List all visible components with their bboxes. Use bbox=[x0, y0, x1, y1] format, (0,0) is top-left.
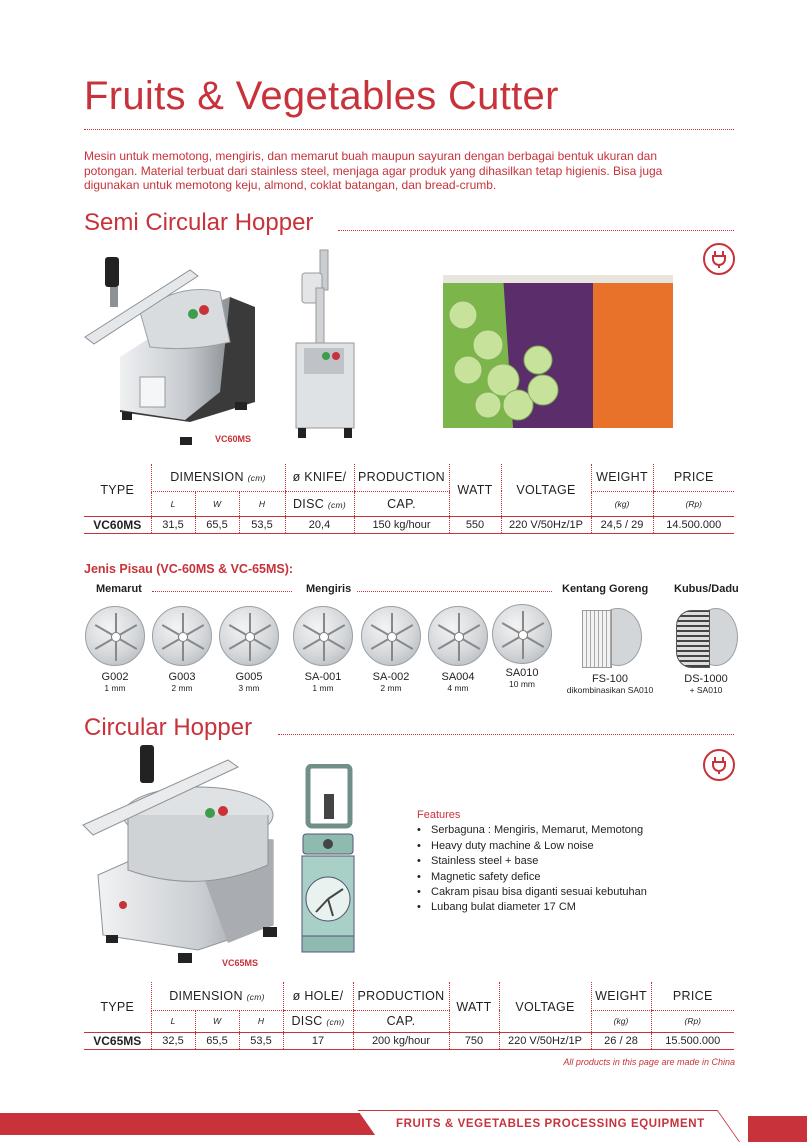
disc-slot bbox=[323, 613, 325, 633]
header-w: W bbox=[195, 491, 239, 516]
disc-slot bbox=[502, 622, 520, 634]
vc60ms-machine-image bbox=[80, 252, 260, 447]
disc-slot bbox=[186, 638, 204, 650]
feature-item: • Heavy duty machine & Low noise bbox=[417, 839, 647, 854]
disc-slot bbox=[526, 636, 544, 648]
cell-w: 65,5 bbox=[195, 516, 239, 533]
disc-slot bbox=[371, 638, 389, 650]
disc-slot bbox=[522, 639, 524, 659]
blade-code: FS-100 bbox=[591, 673, 629, 685]
cell-price: 15.500.000 bbox=[651, 1032, 734, 1049]
cell-h: 53,5 bbox=[239, 1032, 283, 1049]
disc-slot bbox=[458, 641, 460, 661]
vc65ms-caption: VC65MS bbox=[222, 958, 259, 968]
disc-slot bbox=[253, 638, 271, 650]
made-in-note: All products in this page are made in China bbox=[563, 1057, 735, 1067]
cell-voltage: 220 V/50Hz/1P bbox=[499, 1032, 591, 1049]
cell-l: 31,5 bbox=[151, 516, 195, 533]
cell-weight: 26 / 28 bbox=[591, 1032, 651, 1049]
features-title: Features bbox=[417, 809, 461, 821]
blade-code: DS-1000 bbox=[684, 673, 728, 685]
vc60ms-caption: VC60MS bbox=[215, 434, 252, 444]
footer-bar bbox=[0, 1113, 390, 1135]
disc-slot bbox=[95, 624, 113, 636]
header-weight-unit: (kg) bbox=[591, 491, 653, 516]
fries-disc-icon bbox=[578, 606, 642, 668]
header-price: PRICE bbox=[651, 982, 734, 1010]
blade-item bbox=[218, 606, 280, 693]
disc-slot bbox=[186, 624, 204, 636]
cell-production: 200 kg/hour bbox=[353, 1032, 449, 1049]
blade-size: 2 mm bbox=[171, 683, 193, 693]
header-price: PRICE bbox=[653, 464, 734, 491]
header-weight-unit: (kg) bbox=[591, 1010, 651, 1032]
cell-weight: 24,5 / 29 bbox=[591, 516, 653, 533]
header-price-unit: (Rp) bbox=[651, 1010, 734, 1032]
slicing-disc-icon bbox=[293, 606, 353, 666]
blade-code: G005 bbox=[235, 671, 263, 683]
feature-item: • Stainless steel + base bbox=[417, 854, 647, 869]
blade-code: SA010 bbox=[505, 667, 539, 679]
table-row bbox=[84, 1032, 734, 1049]
title-divider bbox=[84, 129, 734, 130]
vc60ms-side-image bbox=[290, 248, 365, 440]
blade-code: SA-001 bbox=[304, 671, 342, 683]
blade-item bbox=[674, 606, 738, 695]
group-divider bbox=[152, 591, 292, 592]
vegetable-display-photo bbox=[443, 275, 673, 428]
intro-text: Mesin untuk memotong, mengiris, dan memarut buah maupun sayuran dengan berbagai bentuk ukuran dan potongan. Material terbuat dari stainless steel, menjaga agar produk yang dihasilkan tetap higienis. Bisa juga digunakan untuk memotong keju, almond, coklat batangan, dan bread-crumb. bbox=[84, 149, 663, 192]
disc-slot bbox=[229, 624, 247, 636]
section-divider bbox=[338, 230, 734, 231]
feature-item: • Cakram pisau bisa diganti sesuai kebutuhan bbox=[417, 885, 647, 900]
blade-size: 10 mm bbox=[509, 679, 535, 689]
header-dimension: DIMENSION (cm) bbox=[151, 982, 283, 1010]
cell-price: 14.500.000 bbox=[653, 516, 734, 533]
blade-item bbox=[360, 606, 422, 693]
disc-slot bbox=[249, 641, 251, 661]
cell-type: VC65MS bbox=[84, 1032, 151, 1049]
cell-disc: 20,4 bbox=[285, 516, 354, 533]
electric-plug-icon bbox=[703, 749, 735, 781]
blades-title: Jenis Pisau (VC-60MS & VC-65MS): bbox=[84, 562, 294, 576]
vc65ms-machine-image bbox=[78, 745, 288, 970]
header-disc: DISC (cm) bbox=[283, 1010, 353, 1032]
blade-code: SA004 bbox=[441, 671, 475, 683]
disc-slot bbox=[162, 624, 180, 636]
disc-slot bbox=[253, 624, 271, 636]
cell-watt: 550 bbox=[449, 516, 501, 533]
header-voltage: VOLTAGE bbox=[501, 464, 591, 516]
cell-watt: 750 bbox=[449, 1032, 499, 1049]
disc-slot bbox=[391, 641, 393, 661]
blade-item bbox=[84, 606, 146, 693]
vc65ms-parts-image bbox=[298, 764, 358, 954]
disc-slot bbox=[229, 638, 247, 650]
blade-code: SA-002 bbox=[372, 671, 410, 683]
disc-slot bbox=[391, 613, 393, 633]
slicing-disc-icon bbox=[428, 606, 488, 666]
disc-slot bbox=[95, 638, 113, 650]
disc-slot bbox=[327, 624, 345, 636]
header-h: H bbox=[239, 1010, 283, 1032]
cell-l: 32,5 bbox=[151, 1032, 195, 1049]
slicing-disc-icon bbox=[361, 606, 421, 666]
disc-slot bbox=[438, 624, 456, 636]
header-voltage: VOLTAGE bbox=[499, 982, 591, 1032]
disc-slot bbox=[327, 638, 345, 650]
cell-disc: 17 bbox=[283, 1032, 353, 1049]
blade-size: dikombinasikan SA010 bbox=[566, 685, 654, 695]
header-price-unit: (Rp) bbox=[653, 491, 734, 516]
header-type: TYPE bbox=[100, 999, 135, 1014]
cell-w: 65,5 bbox=[195, 1032, 239, 1049]
blade-item bbox=[491, 604, 553, 689]
disc-slot bbox=[115, 641, 117, 661]
section-title-semi-circular: Semi Circular Hopper bbox=[84, 209, 314, 236]
spec-table-vc65ms bbox=[84, 982, 734, 1050]
blade-size: 4 mm bbox=[447, 683, 469, 693]
disc-slot bbox=[395, 624, 413, 636]
header-weight: WEIGHT bbox=[591, 982, 651, 1010]
disc-slot bbox=[303, 624, 321, 636]
group-mengiris: Mengiris bbox=[306, 583, 352, 595]
slicing-disc-icon bbox=[492, 604, 552, 664]
cell-h: 53,5 bbox=[239, 516, 285, 533]
header-watt: WATT bbox=[449, 464, 501, 516]
disc-slot bbox=[119, 638, 137, 650]
blade-code: G003 bbox=[168, 671, 196, 683]
group-kentang: Kentang Goreng bbox=[562, 583, 649, 595]
blade-size: 3 mm bbox=[238, 683, 260, 693]
header-dimension: DIMENSION (cm) bbox=[151, 464, 285, 491]
header-hole: ø HOLE/ bbox=[283, 982, 353, 1010]
disc-slot bbox=[115, 613, 117, 633]
grating-disc-icon bbox=[152, 606, 212, 666]
grating-disc-icon bbox=[219, 606, 279, 666]
disc-slot bbox=[119, 624, 137, 636]
cell-voltage: 220 V/50Hz/1P bbox=[501, 516, 591, 533]
header-h: H bbox=[239, 491, 285, 516]
dicing-disc-icon bbox=[674, 606, 738, 668]
disc-slot bbox=[303, 638, 321, 650]
disc-slot bbox=[371, 624, 389, 636]
disc-slot bbox=[522, 611, 524, 631]
group-memarut: Memarut bbox=[96, 583, 142, 595]
disc-slot bbox=[162, 638, 180, 650]
disc-slot bbox=[458, 613, 460, 633]
spec-table-vc60ms bbox=[84, 464, 734, 534]
disc-slot bbox=[395, 638, 413, 650]
cell-production: 150 kg/hour bbox=[354, 516, 449, 533]
header-production: PRODUCTION bbox=[353, 982, 449, 1010]
blade-item bbox=[427, 606, 489, 693]
group-divider bbox=[357, 591, 552, 592]
group-kubus: Kubus/Dadu bbox=[674, 583, 739, 595]
blade-size: 1 mm bbox=[312, 683, 334, 693]
blade-code: G002 bbox=[101, 671, 129, 683]
feature-item: • Lubang bulat diameter 17 CM bbox=[417, 900, 647, 915]
blade-size: 2 mm bbox=[380, 683, 402, 693]
disc-slot bbox=[249, 613, 251, 633]
header-l: L bbox=[151, 491, 195, 516]
blade-item bbox=[151, 606, 213, 693]
disc-slot bbox=[182, 613, 184, 633]
header-weight: WEIGHT bbox=[591, 464, 653, 491]
feature-item: • Serbaguna : Mengiris, Memarut, Memotong bbox=[417, 823, 647, 838]
feature-item: • Magnetic safety defice bbox=[417, 870, 647, 885]
header-watt: WATT bbox=[449, 982, 499, 1032]
blade-size: + SA010 bbox=[689, 685, 723, 695]
blade-size: 1 mm bbox=[104, 683, 126, 693]
header-cap: CAP. bbox=[353, 1010, 449, 1032]
footer-text: FRUITS & VEGETABLES PROCESSING EQUIPMENT bbox=[396, 1118, 705, 1130]
blade-item bbox=[556, 606, 664, 695]
cell-type: VC60MS bbox=[84, 516, 151, 533]
header-disc: DISC (cm) bbox=[285, 491, 354, 516]
features-list bbox=[417, 808, 647, 916]
header-production: PRODUCTION bbox=[354, 464, 449, 491]
header-w: W bbox=[195, 1010, 239, 1032]
header-knife: ø KNIFE/ bbox=[285, 464, 354, 491]
section-title-circular: Circular Hopper bbox=[84, 714, 253, 741]
header-type: TYPE bbox=[100, 482, 135, 497]
grating-disc-icon bbox=[85, 606, 145, 666]
disc-slot bbox=[182, 641, 184, 661]
page-title: Fruits & Vegetables Cutter bbox=[84, 74, 559, 118]
disc-slot bbox=[502, 636, 520, 648]
header-cap: CAP. bbox=[354, 491, 449, 516]
section-divider bbox=[278, 734, 734, 735]
disc-slot bbox=[526, 622, 544, 634]
table-row bbox=[84, 516, 734, 533]
electric-plug-icon bbox=[703, 243, 735, 275]
footer-cap bbox=[748, 1116, 807, 1142]
disc-slot bbox=[462, 638, 480, 650]
disc-slot bbox=[438, 638, 456, 650]
disc-slot bbox=[323, 641, 325, 661]
blade-item bbox=[292, 606, 354, 693]
header-l: L bbox=[151, 1010, 195, 1032]
disc-slot bbox=[462, 624, 480, 636]
